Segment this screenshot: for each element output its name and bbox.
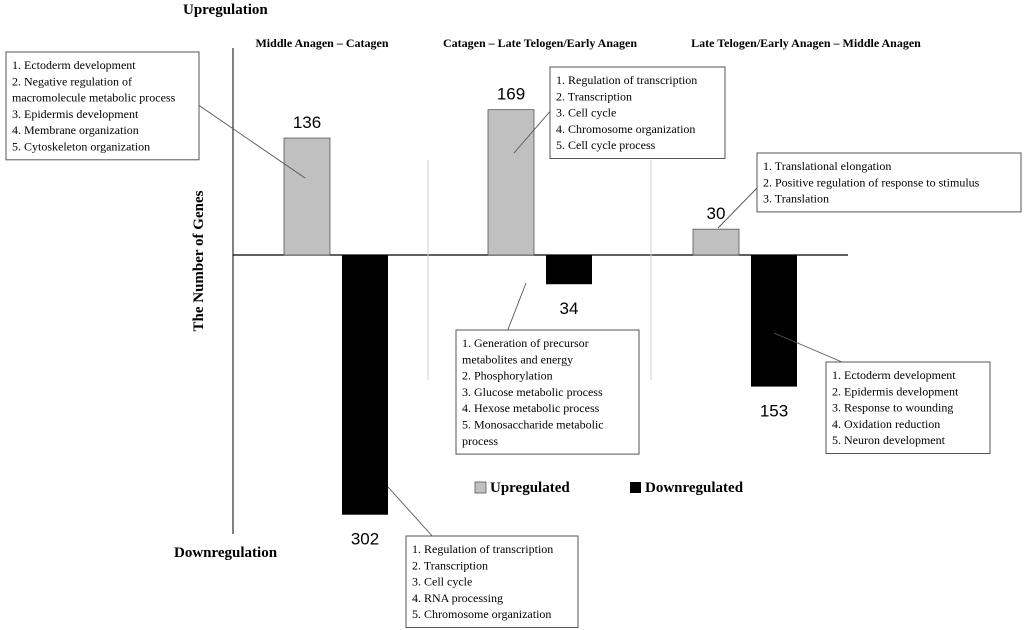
annotation-4-line-1: 1. Regulation of transcription	[412, 542, 554, 556]
annotation-2-line-4: 4. Chromosome organization	[556, 121, 696, 136]
annotation-1-line-2: 2. Negative regulation of	[12, 74, 132, 89]
value-label-upregulated-1: 136	[292, 113, 322, 133]
annotation-4-line-5: 5. Chromosome organization	[412, 607, 552, 622]
annotation-6-line-4: 4. Oxidation reduction	[832, 416, 941, 431]
legend-label-upregulated: Upregulated	[490, 480, 570, 496]
legend-label-downregulated: Downregulated	[645, 480, 744, 496]
bar-upregulated-1	[284, 138, 330, 255]
annotation-leader-5	[507, 283, 526, 332]
annotation-1-line-1: 1. Ectoderm development	[12, 58, 136, 72]
value-label-upregulated-2: 169	[496, 84, 526, 104]
annotation-2-line-3: 3. Cell cycle	[556, 105, 617, 120]
value-label-upregulated-3: 30	[706, 204, 726, 224]
category-label-3: Late Telogen/Early Anagen – Middle Anagen	[691, 36, 921, 50]
bar-upregulated-2	[488, 110, 534, 255]
category-label-2: Catagen – Late Telogen/Early Anagen	[442, 36, 638, 50]
annotation-1-line-3: macromolecule metabolic process	[12, 90, 176, 105]
y-axis-label: The Number of Genes	[191, 190, 207, 332]
annotation-1-line-5: 4. Membrane organization	[12, 123, 139, 138]
annotation-6-line-3: 3. Response to wounding	[832, 400, 954, 415]
annotation-2-line-5: 5. Cell cycle process	[556, 138, 656, 153]
bar-downregulated-2	[546, 255, 592, 284]
legend-swatch-downregulated	[630, 482, 641, 493]
annotation-4-line-2: 2. Transcription	[412, 558, 489, 573]
annotation-1-line-6: 5. Cytoskeleton organization	[12, 139, 151, 154]
annotation-5-line-4: 3. Glucose metabolic process	[462, 384, 603, 399]
annotation-4-line-3: 3. Cell cycle	[412, 574, 473, 589]
annotation-2-line-2: 2. Transcription	[556, 89, 633, 104]
bar-downregulated-1	[342, 255, 388, 515]
annotation-5-line-6: 5. Monosaccharide metabolic	[462, 417, 604, 432]
annotation-2-line-1: 1. Regulation of transcription	[556, 73, 698, 87]
annotation-4-line-4: 4. RNA processing	[412, 590, 503, 605]
annotation-3-line-1: 1. Translational elongation	[763, 159, 892, 173]
downregulation-title: Downregulation	[174, 545, 278, 561]
bar-downregulated-3	[751, 255, 797, 387]
annotation-5-line-3: 2. Phosphorylation	[462, 368, 553, 383]
value-label-downregulated-3: 153	[759, 401, 789, 421]
annotation-5-line-1: 1. Generation of precursor	[462, 336, 589, 350]
annotation-6-line-1: 1. Ectoderm development	[832, 368, 956, 382]
annotation-5-line-2: metabolites and energy	[462, 352, 574, 367]
legend-swatch-upregulated	[475, 482, 486, 493]
annotation-3-line-2: 2. Positive regulation of response to stimulus	[763, 175, 980, 190]
bar-upregulated-3	[693, 229, 739, 255]
annotation-leader-4	[388, 487, 434, 538]
value-label-downregulated-1: 302	[350, 529, 380, 549]
value-label-downregulated-2: 34	[559, 299, 579, 319]
upregulation-title: Upregulation	[183, 2, 268, 18]
annotation-1-line-4: 3. Epidermis development	[12, 106, 139, 121]
annotation-6-line-2: 2. Epidermis development	[832, 384, 959, 399]
annotation-5-line-5: 4. Hexose metabolic process	[462, 401, 600, 416]
category-label-1: Middle Anagen – Catagen	[255, 36, 389, 50]
annotation-5-line-7: process	[462, 433, 498, 448]
annotation-3-line-3: 3. Translation	[763, 191, 830, 206]
annotation-6-line-5: 5. Neuron development	[832, 433, 945, 448]
